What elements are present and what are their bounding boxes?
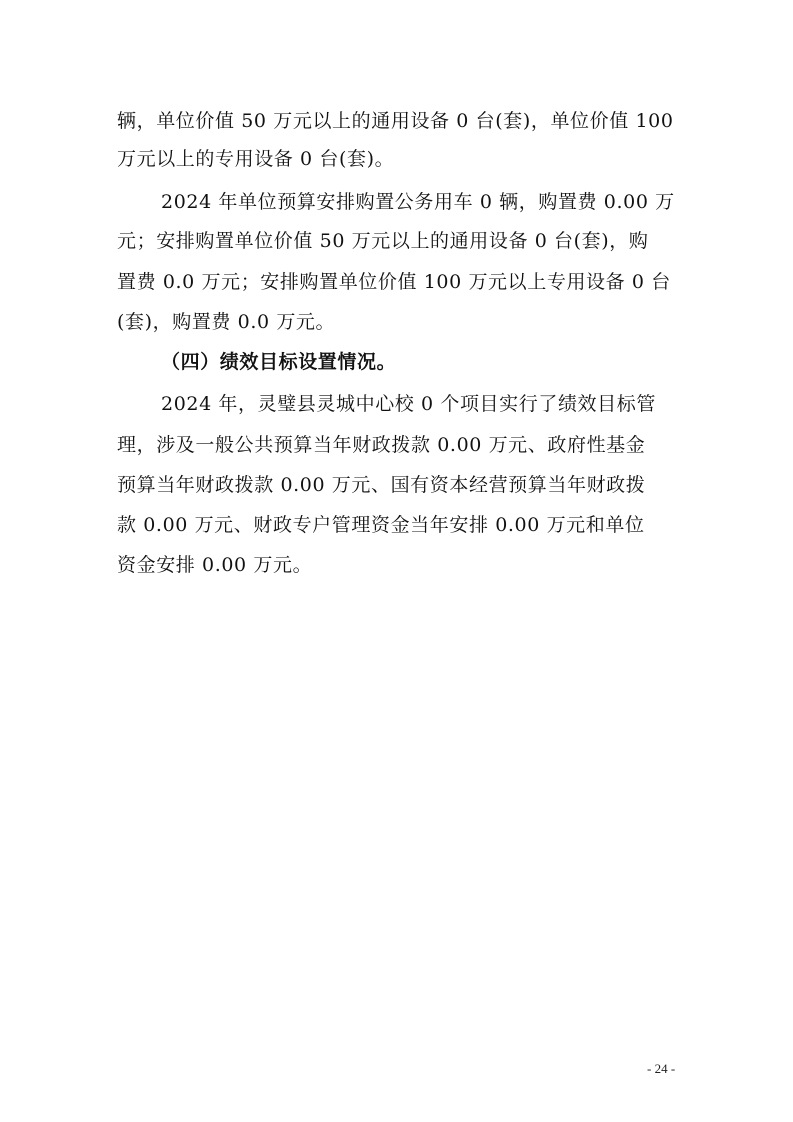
paragraph-line: 万元以上的专用设备 0 台(套)。 (117, 148, 395, 170)
paragraph-line: 资金安排 0.00 万元。 (117, 554, 313, 576)
paragraph-line: 款 0.00 万元、财政专户管理资金当年安排 0.00 万元和单位 (117, 514, 645, 536)
paragraph-line: 理，涉及一般公共预算当年财政拨款 0.00 万元、政府性基金 (117, 434, 646, 456)
paragraph-line: 元；安排购置单位价值 50 万元以上的通用设备 0 台(套)，购 (117, 230, 649, 252)
paragraph-line: (套)，购置费 0.0 万元。 (117, 311, 336, 333)
paragraph-line: 预算当年财政拨款 0.00 万元、国有资本经营预算当年财政拨 (117, 474, 646, 496)
page-number: - 24 - (647, 1061, 676, 1076)
paragraph-line: 辆，单位价值 50 万元以上的通用设备 0 台(套)，单位价值 100 (117, 110, 674, 132)
paragraph-line: 2024 年，灵璧县灵城中心校 0 个项目实行了绩效目标管 (161, 393, 656, 415)
section-heading: （四）绩效目标设置情况。 (161, 351, 397, 373)
paragraph-line: 置费 0.0 万元；安排购置单位价值 100 万元以上专用设备 0 台 (117, 271, 671, 293)
paragraph-line: 2024 年单位预算安排购置公务用车 0 辆，购置费 0.00 万 (161, 191, 675, 213)
